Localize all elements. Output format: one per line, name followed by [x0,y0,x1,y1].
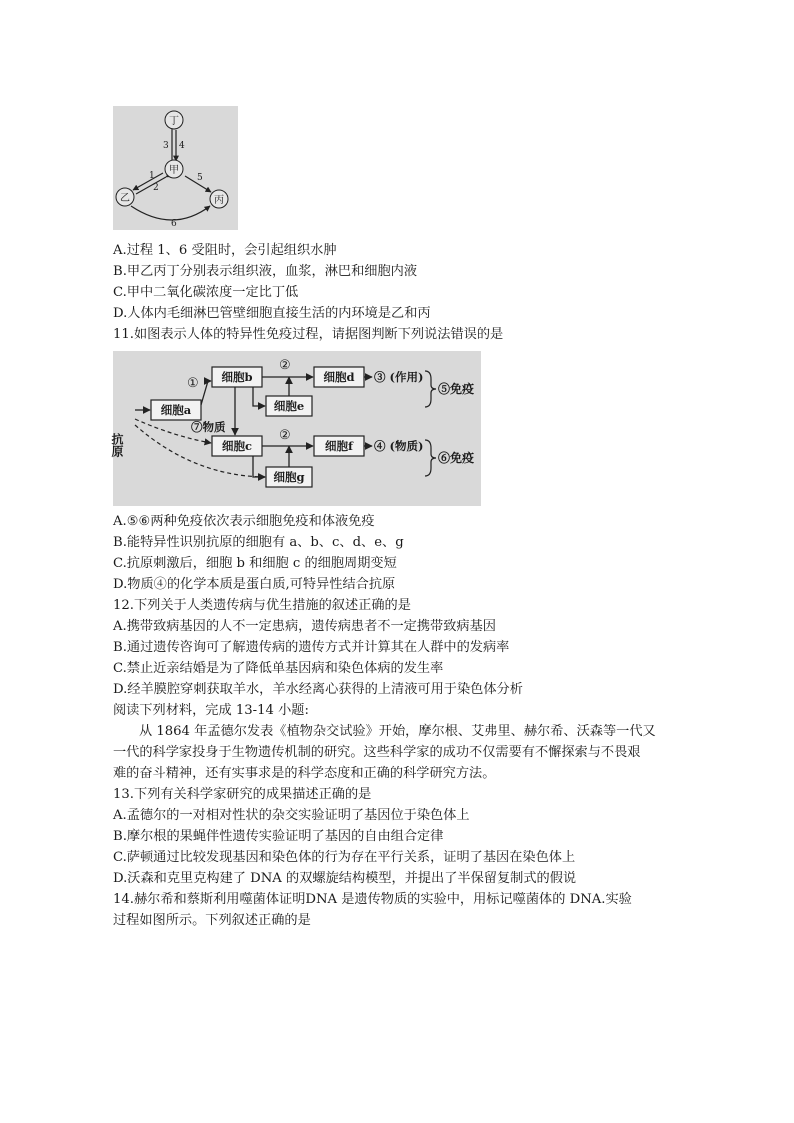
q13-option-b: B.摩尔根的果蝇伴性遗传实验证明了基因的自由组合定律 [113,829,444,844]
node-jia: 甲 [169,165,179,176]
q10-option-b: B.甲乙丙丁分别表示组织液，血浆，淋巴和细胞内液 [113,264,418,279]
arrow-label-5: 5 [197,173,203,183]
arrow-label-4: 4 [179,141,185,151]
cell-g: 细胞g [273,470,305,484]
q11-option-d: D.物质④的化学本质是蛋白质,可特异性结合抗原 [113,577,396,592]
q12-option-b: B.通过遗传咨询可了解遗传病的遗传方式并计算其在人群中的发病率 [113,640,510,655]
node-ding: 丁 [169,116,179,127]
immunity-6: ⑥免疫 [438,451,475,465]
cell-a: 细胞a [160,403,192,417]
immune-process-diagram [110,351,481,506]
q10-option-c: C.甲中二氧化碳浓度一定比丁低 [113,285,299,300]
step-7-substance: ⑦物质 [191,420,226,434]
q10-option-d: D.人体内毛细淋巴管壁细胞直接生活的内环境是乙和丙 [113,306,431,321]
body-fluid-diagram [113,106,238,230]
q13-option-d: D.沃森和克里克构建了 DNA 的双螺旋结构模型，并提出了半保留复制式的假说 [113,871,577,886]
output-3: ③ (作用) [374,370,424,384]
q13-stem: 13.下列有关科学家研究的成果描述正确的是 [113,787,372,802]
q12-option-c: C.禁止近亲结婚是为了降低单基因病和染色体病的发生率 [113,661,444,676]
reading-para-line-3: 难的奋斗精神，还有实事求是的科学态度和正确的科学研究方法。 [113,766,496,781]
cell-f: 细胞f [325,439,353,453]
reading-intro: 阅读下列材料，完成 13-14 小题: [113,703,309,718]
immunity-5: ⑤免疫 [438,382,475,396]
arrow-label-1: 1 [149,171,155,181]
q13-option-c: C.萨顿通过比较发现基因和染色体的行为存在平行关系，证明了基因在染色体上 [113,850,576,865]
cell-e: 细胞e [273,399,305,413]
cell-b: 细胞b [221,370,253,384]
q14-stem-line-2: 过程如图所示。下列叙述正确的是 [113,913,311,928]
step-1: ① [187,376,199,391]
output-4: ④ (物质) [374,439,424,453]
node-bing: 丙 [214,195,224,206]
cell-c: 细胞c [221,439,253,453]
step-2-top: ② [279,358,291,373]
arrow-label-2: 2 [153,183,159,193]
q11-stem: 11.如图表示人体的特异性免疫过程，请据图判断下列说法错误的是 [113,327,504,342]
reading-para-line-2: 一代的科学家投身于生物遗传机制的研究。这些科学家的成功不仅需要有不懈探索与不畏艰 [113,745,641,760]
q14-stem-line-1: 14.赫尔希和蔡斯利用噬菌体证明DNA 是遗传物质的实验中，用标记噬菌体的 DNA.实验 [113,892,632,907]
antigen-label: 抗原 [110,433,124,457]
q11-option-a: A.⑤⑥两种免疫依次表示细胞免疫和体液免疫 [113,514,375,529]
q12-option-a: A.携带致病基因的人不一定患病，遗传病患者不一定携带致病基因 [113,619,496,634]
step-2-bottom: ② [279,428,291,443]
q13-option-a: A.孟德尔的一对相对性状的杂交实验证明了基因位于染色体上 [113,808,470,823]
cell-d: 细胞d [323,370,355,384]
node-yi: 乙 [120,193,130,204]
q12-stem: 12.下列关于人类遗传病与优生措施的叙述正确的是 [113,598,411,613]
arrow-label-6: 6 [171,219,177,229]
q11-option-b: B.能特异性识别抗原的细胞有 a、b、c、d、e、g [113,535,404,550]
q12-option-d: D.经羊膜腔穿刺获取羊水，羊水经离心获得的上清液可用于染色体分析 [113,682,523,697]
q10-option-a: A.过程 1、6 受阻时，会引起组织水肿 [113,243,337,258]
reading-para-line-1: 从 1864 年孟德尔发表《植物杂交试验》开始，摩尔根、艾弗里、赫尔希、沃森等一代又 [139,724,656,739]
q11-option-c: C.抗原刺激后，细胞 b 和细胞 c 的细胞周期变短 [113,556,397,571]
arrow-label-3: 3 [163,141,169,151]
